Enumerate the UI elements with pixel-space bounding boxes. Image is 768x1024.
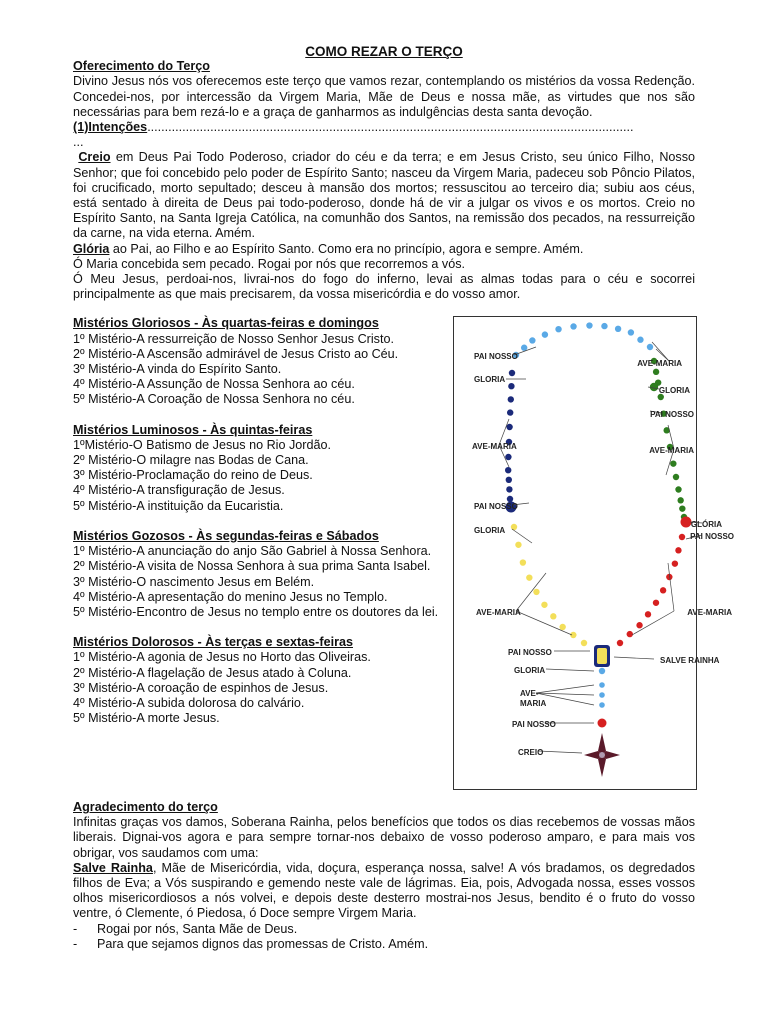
misterios-dolorosos — [73, 635, 441, 726]
misterio-item: 1º Mistério-A agonia de Jesus no Horto das Oliveiras. — [73, 650, 371, 665]
rosary-bead — [508, 397, 514, 403]
creio-label: Creio — [78, 150, 111, 165]
intencoes-dots-2: ... — [73, 135, 84, 150]
misterio-item: 2º Mistério-A flagelação de Jesus atado à Coluna. — [73, 665, 352, 680]
rosary-bead — [601, 323, 607, 329]
rosary-bead — [599, 703, 605, 709]
creio-prayer — [73, 150, 695, 241]
rosary-bead — [515, 542, 521, 548]
rosary-bead — [550, 614, 556, 620]
misterios-gloriosos — [73, 316, 441, 407]
rosary-bead — [555, 326, 561, 332]
misterio-item: 3º Mistério-Proclamação do reino de Deus. — [73, 468, 313, 483]
agradecimento-heading: Agradecimento do terço — [73, 800, 218, 814]
rosary-label: PAI NOSSO — [512, 720, 556, 730]
rosary-bead — [542, 332, 548, 338]
document-page — [73, 44, 734, 786]
rosary-bead — [615, 326, 621, 332]
misterio-item: 4º Mistério-A Assunção de Nossa Senhora ao céu. — [73, 377, 355, 392]
rosary-bead — [670, 461, 676, 467]
rosary-bead — [570, 324, 576, 330]
misterio-item: 1º Mistério-A ressurreição de Nosso Senhor Jesus Cristo. — [73, 331, 394, 346]
rosary-bead — [505, 467, 511, 473]
rosary-bead — [529, 338, 535, 344]
rosary-label: AVE-MARIA — [649, 446, 694, 456]
rosary-label: PAI NOSSO — [650, 410, 694, 420]
agradecimento-section — [73, 800, 695, 952]
rosary-label: GLORIA — [474, 526, 506, 536]
rosary-bead — [673, 474, 679, 480]
gloria-text: ao Pai, ao Filho e ao Espírito Santo. Como era no princípio, agora e sempre. Amém. — [109, 241, 584, 256]
rosary-svg — [454, 317, 734, 789]
rosary-bead — [650, 383, 658, 391]
rosary-bead — [627, 631, 633, 637]
misterios-heading: Mistérios Gozosos - Às segundas-feiras e Sábados — [73, 528, 379, 543]
rosary-bead — [675, 548, 681, 554]
gloria-label: Glória — [73, 241, 110, 256]
misterios-heading: Mistérios Gloriosos - Às quartas-feiras e domingos — [73, 316, 379, 331]
rosary-bead — [679, 534, 685, 540]
rosary-bead — [672, 561, 678, 567]
final-text: Rogai por nós, Santa Mãe de Deus. — [97, 921, 298, 936]
intencoes-dots: ........................................................................................................................................... — [147, 120, 634, 135]
rosary-bead — [506, 487, 512, 493]
misterio-item: 3º Mistério-A coroação de espinhos de Jesus. — [73, 680, 329, 695]
rosary-label: AVE-MARIA — [687, 608, 732, 618]
misterio-item: 3º Mistério-A vinda do Espírito Santo. — [73, 362, 282, 377]
misterios-gozosos — [73, 529, 441, 620]
misterio-item: 4º Mistério-A apresentação do menino Jesus no Templo. — [73, 589, 388, 604]
rosary-bead — [581, 640, 587, 646]
misterio-item: 3º Mistério-O nascimento Jesus em Belém. — [73, 574, 315, 589]
rosary-bead — [653, 369, 659, 375]
intencoes-label: (1)Intenções — [73, 120, 148, 135]
misterio-item: 2º Mistério-A visita de Nossa Senhora à sua prima Santa Isabel. — [73, 559, 431, 574]
rosary-bead — [675, 487, 681, 493]
misterio-item: 5º Mistério-A morte Jesus. — [73, 711, 220, 726]
dash-bullet: - — [73, 936, 78, 951]
rosary-bead — [505, 454, 511, 460]
rosary-bead — [507, 410, 513, 416]
rosary-bead — [617, 640, 623, 646]
misterios-heading: Mistérios Dolorosos - Às terças e sextas-feiras — [73, 635, 353, 650]
misterios-columns — [73, 316, 734, 786]
agradecimento-text: Infinitas graças vos damos, Soberana Rainha, pelos benefícios que todos os dias recebemos de vossas mãos liberais. Dignai-vos agora e para sempre tornar-nos debaixo de vosso poderoso amparo, e para mais vos obrigar, vos saudamos com uma: — [73, 815, 695, 860]
misterio-item: 1º Mistério-A anunciação do anjo São Gabriel à Nossa Senhora. — [73, 544, 432, 559]
rosary-bead — [526, 575, 532, 581]
rosary-bead — [645, 612, 651, 618]
rosary-label: GLÓRIA — [690, 520, 722, 530]
rosary-bead — [559, 624, 565, 630]
page-title: COMO REZAR O TERÇO — [305, 44, 463, 59]
oferecimento-section — [73, 59, 695, 120]
misterios-heading: Mistérios Luminosos - Às quintas-feiras — [73, 422, 313, 437]
rosary-label: SALVE RAINHA — [660, 656, 720, 666]
rosary-label: PAI NOSSO — [508, 648, 552, 658]
rosary-bead — [637, 337, 643, 343]
rosary-bead — [520, 560, 526, 566]
misterio-item: 1ºMistério-O Batismo de Jesus no Rio Jordão. — [73, 437, 331, 452]
rosary-label: PAI NOSSO — [474, 502, 518, 512]
misterio-item: 2º Mistério-O milagre nas Bodas de Cana. — [73, 453, 309, 468]
intencoes-line — [73, 120, 695, 135]
rosary-bead — [511, 524, 517, 530]
rosary-bead — [533, 589, 539, 595]
rosary-bead — [599, 668, 605, 674]
salve-rainha-prayer — [73, 861, 695, 922]
rosary-bead — [506, 477, 512, 483]
rosary-label: GLORIA — [514, 666, 546, 676]
omaria-prayer: Ó Maria concebida sem pecado. Rogai por nós que recorremos a vós. — [73, 256, 466, 271]
rosary-bead — [521, 345, 527, 351]
rosary-bead — [628, 330, 634, 336]
salve-rainha-label: Salve Rainha — [73, 860, 153, 875]
rosary-label: AVE- — [520, 689, 539, 699]
rosary-label: AVE-MARIA — [637, 359, 682, 369]
rosary-bead — [509, 370, 515, 376]
misterio-item: 5º Mistério-Encontro de Jesus no templo entre os doutores da lei. — [73, 604, 439, 619]
rosary-diagram — [453, 316, 734, 790]
rosary-label: PAI NOSSO — [690, 532, 734, 542]
medal-image — [597, 648, 607, 664]
rosary-label: CREIO — [518, 748, 544, 758]
misterios-list — [73, 316, 441, 741]
rosary-bead — [660, 588, 666, 594]
dash-bullet: - — [73, 921, 78, 936]
misterio-item: 4º Mistério-A subida dolorosa do calvário. — [73, 695, 305, 710]
rosary-bead — [647, 344, 653, 350]
rosary-bead — [586, 323, 592, 329]
rosary-bead — [570, 632, 576, 638]
rosary-bead — [679, 506, 685, 512]
rosary-bead — [506, 424, 512, 430]
rosary-label: MARIA — [520, 699, 547, 709]
misterio-item: 5º Mistério-A Coroação de Nossa Senhora no céu. — [73, 392, 355, 407]
rosary-bead — [653, 600, 659, 606]
salve-rainha-text: , Mãe de Misericórdia, vida, doçura, esperança nossa, salve! A vós bradamos, os degredados filhos de Eva; a Vós suspirando e gemendo neste vale de lágrimas. Eia, pois, Advogada nossa, esses vossos olhos misericordiosos a nós volvei, e depois deste desterro mostrai-nos Jesus, bendito é o fruto do vosso ventre, ó Clemente, ó Piedosa, ó Doce sempre Virgem Maria. — [73, 860, 695, 921]
rosary-label: AVE-MARIA — [476, 608, 521, 618]
rosary-bead — [677, 498, 683, 504]
rosary-label: GLORIA — [658, 386, 690, 396]
rosary-bead — [681, 517, 692, 528]
rosary-bead — [599, 683, 605, 689]
creio-text: em Deus Pai Todo Poderoso, criador do céu e da terra; e em Jesus Cristo, seu único Filho, Nosso Senhor; que foi concebido pelo poder de Espírito Santo; nasceu da Virgem Maria, padeceu sob Pôncio Pilatos, foi crucificado, morto sepultado; desceu à mansão dos mortos; ressuscitou ao terceiro dia; subiu aos céus, está sentado à direita de Deus pai todo-poderoso, donde há de vir a julgar os vivos e os mortos. Creio no Espírito Santo, na Santa Igreja Católica, na comunhão dos Santos, na remissão dos pecados, na ressurreição da carne, na vida eterna. Amém. — [73, 150, 696, 241]
rosary-label: GLORIA — [474, 375, 506, 385]
rosary-bead — [599, 693, 605, 699]
misterio-item: 5º Mistério-A instituição da Eucaristia. — [73, 498, 284, 513]
oferecimento-heading: Oferecimento do Terço — [73, 59, 210, 74]
misterio-item: 2º Mistério-A Ascensão admirável de Jesus Cristo ao Céu. — [73, 346, 399, 361]
rosary-bead — [598, 719, 607, 728]
misterios-luminosos — [73, 423, 441, 514]
rosary-bead — [636, 622, 642, 628]
rosary-label: PAI NOSSO — [474, 352, 518, 362]
gloria-prayer — [73, 242, 695, 257]
rosary-label: AVE-MARIA — [472, 442, 517, 452]
rosary-bead — [508, 383, 514, 389]
omeujesus-prayer: Ó Meu Jesus, perdoai-nos, livrai-nos do fogo do inferno, levai as almas todas para o céu e socorrei principalmente as que mais precisarem, da vossa misericórdia e do vosso amor. — [73, 272, 695, 302]
final-line — [73, 922, 695, 937]
final-line — [73, 937, 695, 952]
crucifix-icon — [584, 733, 620, 777]
final-text: Para que sejamos dignos das promessas de Cristo. Amém. — [97, 936, 429, 951]
oferecimento-text: Divino Jesus nós vos oferecemos este terço que vamos rezar, contemplando os mistérios da vossa Redenção. Concedei-nos, por intercessão da Virgem Maria, Mãe de Deus e nossa mãe, as virtudes que nos são necessárias para bem rezá-lo e a graça de ganharmos as indulgências desta santa devoção. — [73, 74, 695, 119]
rosary-bead — [541, 602, 547, 608]
misterio-item: 4º Mistério-A transfiguração de Jesus. — [73, 483, 285, 498]
